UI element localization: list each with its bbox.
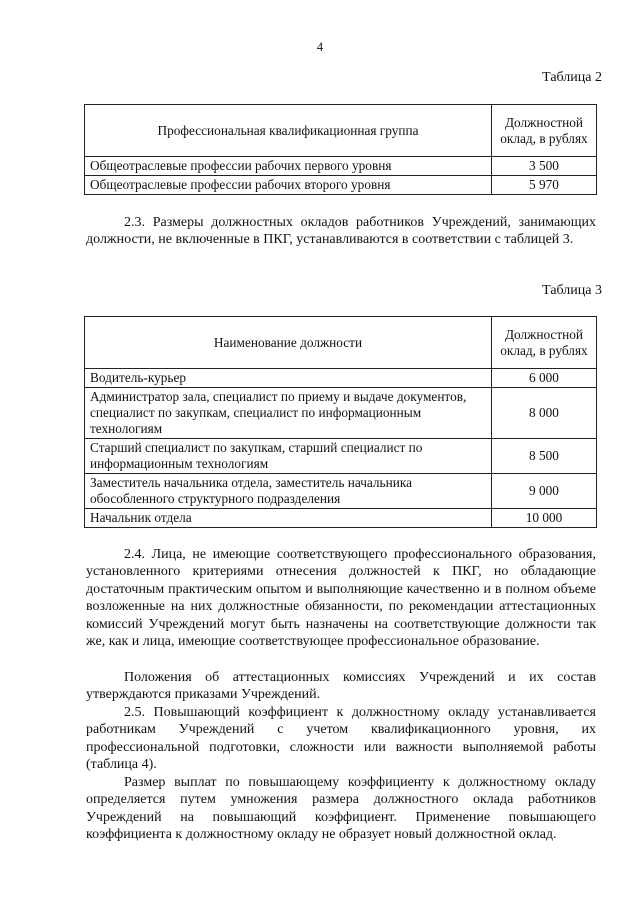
table2-row-name: Общеотраслевые профессии рабочих первого уровня	[85, 157, 492, 176]
table-row	[85, 388, 597, 439]
paragraph-payment: Размер выплат по повышающему коэффициенту к должностному окладу определяется путем умножения размера должностного оклада работников Учреждений на повышающий коэффициент. Применение повышающего коэффициента к должностному окладу не образует новый должностной оклад.	[86, 775, 596, 843]
table3-row-name: Начальник отдела	[85, 509, 492, 528]
table2-header-salary: Должностной оклад, в рублях	[492, 105, 597, 157]
table3-row-name: Старший специалист по закупкам, старший специалист по информационным технологиям	[85, 439, 492, 474]
paragraph-2-3: 2.3. Размеры должностных окладов работников Учреждений, занимающих должности, не включенные в ПКГ, устанавливаются в соответствии с таблицей 3.	[86, 215, 596, 248]
table2-row-value: 5 970	[492, 176, 597, 195]
table3-header-salary: Должностной оклад, в рублях	[492, 317, 597, 369]
table3-header-row	[85, 317, 597, 369]
table-row	[85, 176, 597, 195]
table3-row-name: Заместитель начальника отдела, заместитель начальника обособленного структурного подразделения	[85, 474, 492, 509]
table3-row-value: 8 500	[492, 439, 597, 474]
table-row	[85, 157, 597, 176]
table-row	[85, 369, 597, 388]
table2-row-value: 3 500	[492, 157, 597, 176]
table2-header-group: Профессиональная квалификационная группа	[85, 105, 492, 157]
table3-header-position: Наименование должности	[85, 317, 492, 369]
table-row	[85, 439, 597, 474]
table-row	[85, 509, 597, 528]
table3-row-value: 9 000	[492, 474, 597, 509]
page-number: 4	[316, 40, 324, 54]
paragraph-commissions: Положения об аттестационных комиссиях Учреждений и их состав утверждаются приказами Учреждений.	[86, 670, 596, 703]
table3-row-name: Администратор зала, специалист по приему и выдаче документов, специалист по закупкам, специалист по информационным технологиям	[85, 388, 492, 439]
table3-row-value: 10 000	[492, 509, 597, 528]
paragraph-2-4: 2.4. Лица, не имеющие соответствующего профессионального образования, установленного критериями отнесения должностей к ПКГ, но обладающие достаточным практическим опытом и выполняющие качественно и в полном объеме возложенные на них должностные обязанности, по рекомендации аттестационных комиссий Учреждений могут быть назначены на соответствующие должности так же, как и лица, имеющие соответствующее профессиональное образование.	[86, 547, 596, 650]
table-row	[85, 474, 597, 509]
table2-caption: Таблица 2	[542, 70, 602, 85]
table2-header-row	[85, 105, 597, 157]
table2-row-name: Общеотраслевые профессии рабочих второго уровня	[85, 176, 492, 195]
table3-row-name: Водитель-курьер	[85, 369, 492, 388]
paragraph-2-5: 2.5. Повышающий коэффициент к должностному окладу устанавливается работникам Учреждений с учетом квалификационного уровня, их профессиональной подготовки, сложности или важности выполняемой работы (таблица 4).	[86, 705, 596, 773]
table3-row-value: 6 000	[492, 369, 597, 388]
table3-row-value: 8 000	[492, 388, 597, 439]
table3-caption: Таблица 3	[542, 283, 602, 298]
table3	[84, 316, 597, 528]
table2	[84, 104, 597, 195]
